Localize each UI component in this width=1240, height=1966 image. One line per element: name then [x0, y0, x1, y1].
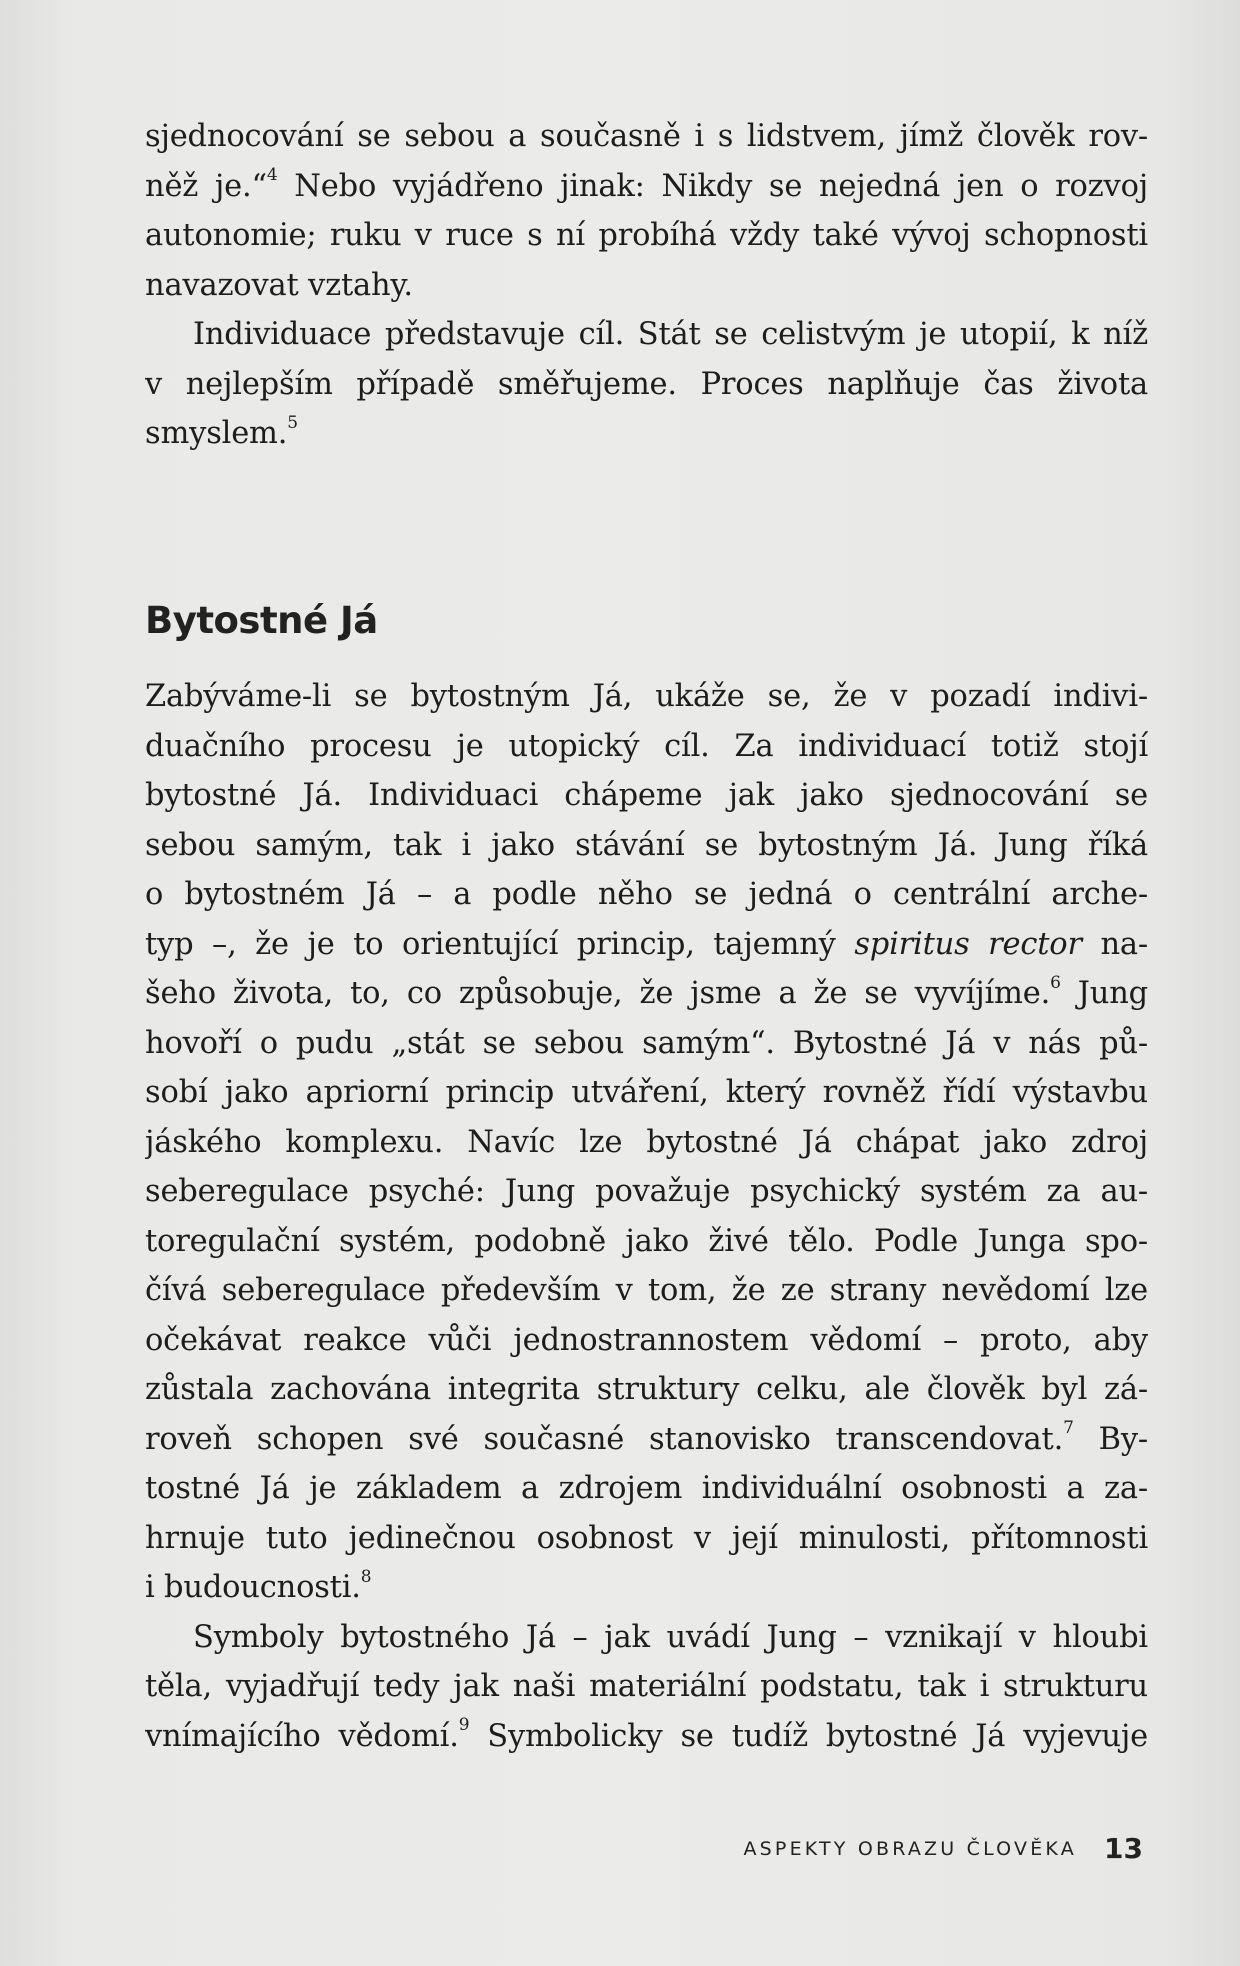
text-line: toregulační systém, podobně jako živé tělo. Podle Junga spo-	[145, 1223, 1148, 1259]
footnote-ref: 8	[360, 1566, 372, 1587]
text-line	[145, 409, 1148, 459]
text-segment: šeho života, to, co způsobuje, že jsme a že se vyvíjíme.	[145, 976, 1051, 1011]
text-segment: Nebo vyjádřeno jinak: Nikdy se nejedná jen o rozvoj	[277, 168, 1148, 204]
text-line: těla, vyjadřují tedy jak naši materiální podstatu, tak i strukturu	[145, 1669, 1148, 1704]
text-line: tostné Já je základem a zdrojem individuální osobnosti a za-	[145, 1471, 1148, 1506]
text-line: o bytostném Já – a podle něho se jedná o centrální arche-	[145, 877, 1148, 912]
latin-term: spiritus rector	[854, 926, 1082, 962]
text-line: Individuace představuje cíl. Stát se celistvým je utopií, k níž	[193, 317, 1148, 352]
page-number: 13	[1104, 1832, 1143, 1865]
text-line: hrnuje tuto jedinečnou osobnost v její minulosti, přítomnosti	[145, 1520, 1148, 1556]
text-line: autonomie; ruku v ruce s ní probíhá vždy také vývoj schopnosti	[145, 218, 1148, 253]
text-line: zůstala zachována integrita struktury celku, ale člověk byl zá-	[145, 1372, 1148, 1407]
section-paragraph-1	[145, 672, 1148, 1613]
text-line: hovoří o pudu „stát se sebou samým“. Bytostné Já v nás pů-	[145, 1025, 1148, 1061]
text-line: očekávat reakce vůči jednostrannostem vědomí – proto, aby	[145, 1322, 1148, 1358]
text-segment: smyslem.	[145, 416, 288, 451]
text-segment: roveň schopen své současné stanovisko transcendovat.	[145, 1421, 1064, 1457]
text-line	[145, 1712, 1148, 1762]
text-segment: vnímajícího vědomí.	[145, 1718, 459, 1754]
text-segment: i budoucnosti.	[145, 1570, 361, 1605]
text-segment: Jung	[1060, 976, 1148, 1011]
text-line: seberegulace psyché: Jung považuje psychický systém za au-	[145, 1174, 1148, 1209]
section-paragraph-2	[145, 1613, 1148, 1762]
text-line	[145, 920, 1148, 970]
text-line: čívá seberegulace především v tom, že ze strany nevědomí lze	[145, 1273, 1148, 1308]
text-line	[145, 1415, 1148, 1465]
text-line	[145, 1563, 1148, 1613]
footnote-ref: 6	[1050, 972, 1061, 993]
text-segment: Symbolicky se tudíž bytostné Já vyjevuje	[469, 1718, 1148, 1754]
text-line: navazovat vztahy.	[145, 267, 413, 303]
section-text	[145, 672, 1148, 1761]
section-heading: Bytostné Já	[145, 598, 378, 642]
text-segment: něž je.“	[145, 168, 267, 204]
text-line: sjednocování se sebou a současně i s lidstvem, jímž člověk rov-	[145, 119, 1148, 154]
footnote-ref: 5	[287, 412, 298, 433]
text-line: sebou samým, tak i jako stávání se bytostným Já. Jung říká	[145, 827, 1148, 863]
text-line: jáského komplexu. Navíc lze bytostné Já chápat jako zdroj	[145, 1124, 1148, 1160]
text-line: sobí jako apriorní princip utváření, který rovněž řídí výstavbu	[145, 1075, 1148, 1110]
text-line	[145, 969, 1148, 1019]
intro-paragraph-2	[145, 310, 1148, 459]
intro-text	[145, 112, 1148, 459]
text-line: v nejlepším případě směřujeme. Proces naplňuje čas života	[145, 366, 1148, 402]
text-line: Zabýváme-li se bytostným Já, ukáže se, že v pozadí indivi-	[145, 679, 1148, 714]
text-segment: na-	[1081, 926, 1148, 962]
footnote-ref: 4	[266, 165, 278, 186]
text-line: bytostné Já. Individuaci chápeme jak jako sjednocování se	[145, 778, 1148, 813]
text-line: duačního procesu je utopický cíl. Za individuací totiž stojí	[145, 728, 1148, 764]
text-line: Symboly bytostného Já – jak uvádí Jung – vznikají v hloubi	[193, 1619, 1148, 1655]
text-line	[145, 162, 1148, 212]
page-footer	[0, 1832, 1143, 1865]
footnote-ref: 7	[1063, 1418, 1074, 1439]
text-segment: By-	[1073, 1421, 1148, 1457]
running-head: ASPEKTY OBRAZU ČLOVĚKA	[743, 1837, 1077, 1860]
intro-paragraph-1	[145, 112, 1148, 310]
footnote-ref: 9	[458, 1715, 470, 1736]
text-segment: typ –, že je to orientující princip, tajemný	[145, 926, 855, 962]
